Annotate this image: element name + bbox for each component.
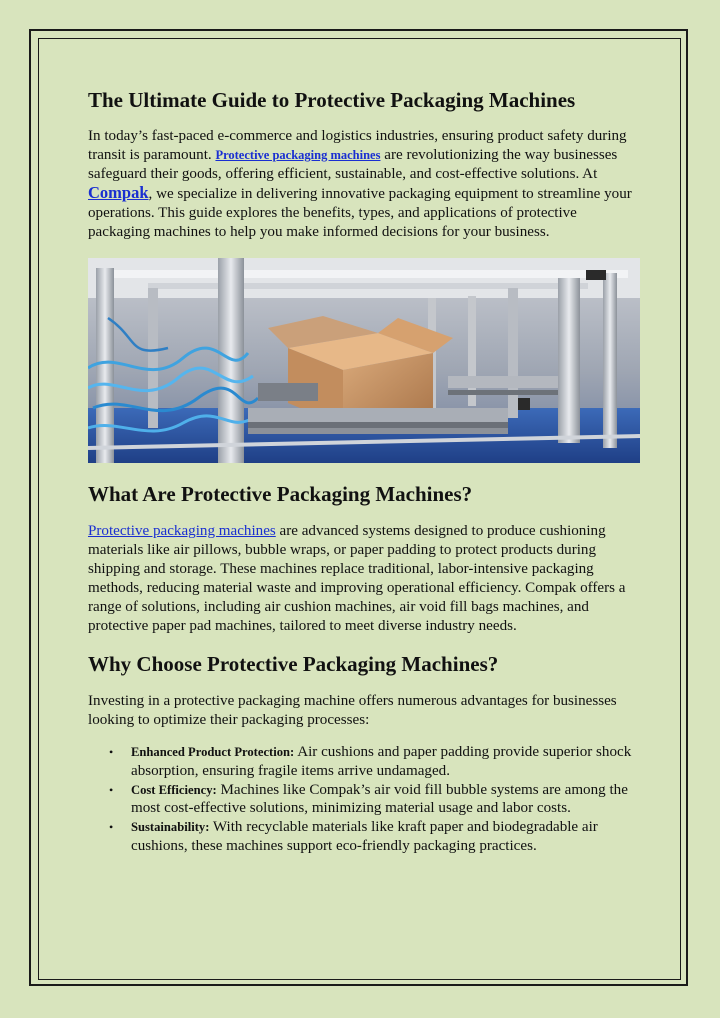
protective-packaging-machines-link-2[interactable]: Protective packaging machines (88, 523, 276, 540)
bullet-icon: • (109, 782, 114, 797)
intro-paragraph (88, 127, 640, 241)
intro-text-1: In today’s fast-paced e-commerce and logistics industries, ensuring product safety during transit is paramount. (88, 128, 627, 163)
section-heading-why: Why Choose Protective Packaging Machines? (88, 651, 499, 676)
section-heading-what: What Are Protective Packaging Machines? (88, 482, 473, 507)
document-title: The Ultimate Guide to Protective Packaging Machines (88, 88, 576, 112)
benefits-list (88, 743, 640, 856)
bullet-icon: • (109, 744, 114, 759)
list-item-text: Machines like Compak’s air void fill bubble systems are among the most cost-effective solutions, minimizing material usage and labor costs. (131, 781, 628, 817)
compak-link[interactable]: Compak (88, 182, 149, 202)
intro-text-2: are revolutionizing the way businesses safeguard their goods, offering efficient, sustainable, and cost-effective solutions. At (88, 146, 618, 182)
section-what-paragraph (88, 522, 640, 635)
list-item (88, 781, 640, 819)
intro-text-3: , we specialize in delivering innovative packaging equipment to streamline your operations. This guide explores the benefits, types, and applications of protective packaging machines to help you make informed decisions for your business. (88, 185, 632, 240)
section-what-text: are advanced systems designed to produce cushioning materials like air pillows, bubble wraps, or paper padding to protect products during shipping and storage. These machines replace traditional, labor-intensive packaging methods, reducing material waste and improving operational efficiency. Compak offers a range of solutions, including air cushion machines, air void fill bags machines, and protective paper pad machines, tailored to meet diverse industry needs. (88, 523, 626, 634)
bullet-icon: • (109, 820, 114, 835)
list-item-term: Sustainability: (131, 820, 210, 835)
document-body (88, 86, 640, 856)
list-item-term: Cost Efficiency: (131, 782, 217, 797)
list-item-term: Enhanced Product Protection: (131, 744, 295, 759)
list-item (88, 818, 640, 856)
list-item-text: Air cushions and paper padding provide superior shock absorption, ensuring fragile items arrive undamaged. (131, 743, 632, 779)
list-item (88, 743, 640, 781)
section-why-intro: Investing in a protective packaging machine offers numerous advantages for businesses looking to optimize their packaging processes: (88, 692, 617, 728)
list-item-text: With recyclable materials like kraft paper and biodegradable air cushions, these machines support eco-friendly packaging practices. (131, 819, 598, 855)
packaging-machine-photo (88, 258, 640, 463)
protective-packaging-machines-link[interactable]: Protective packaging machines (215, 147, 381, 162)
